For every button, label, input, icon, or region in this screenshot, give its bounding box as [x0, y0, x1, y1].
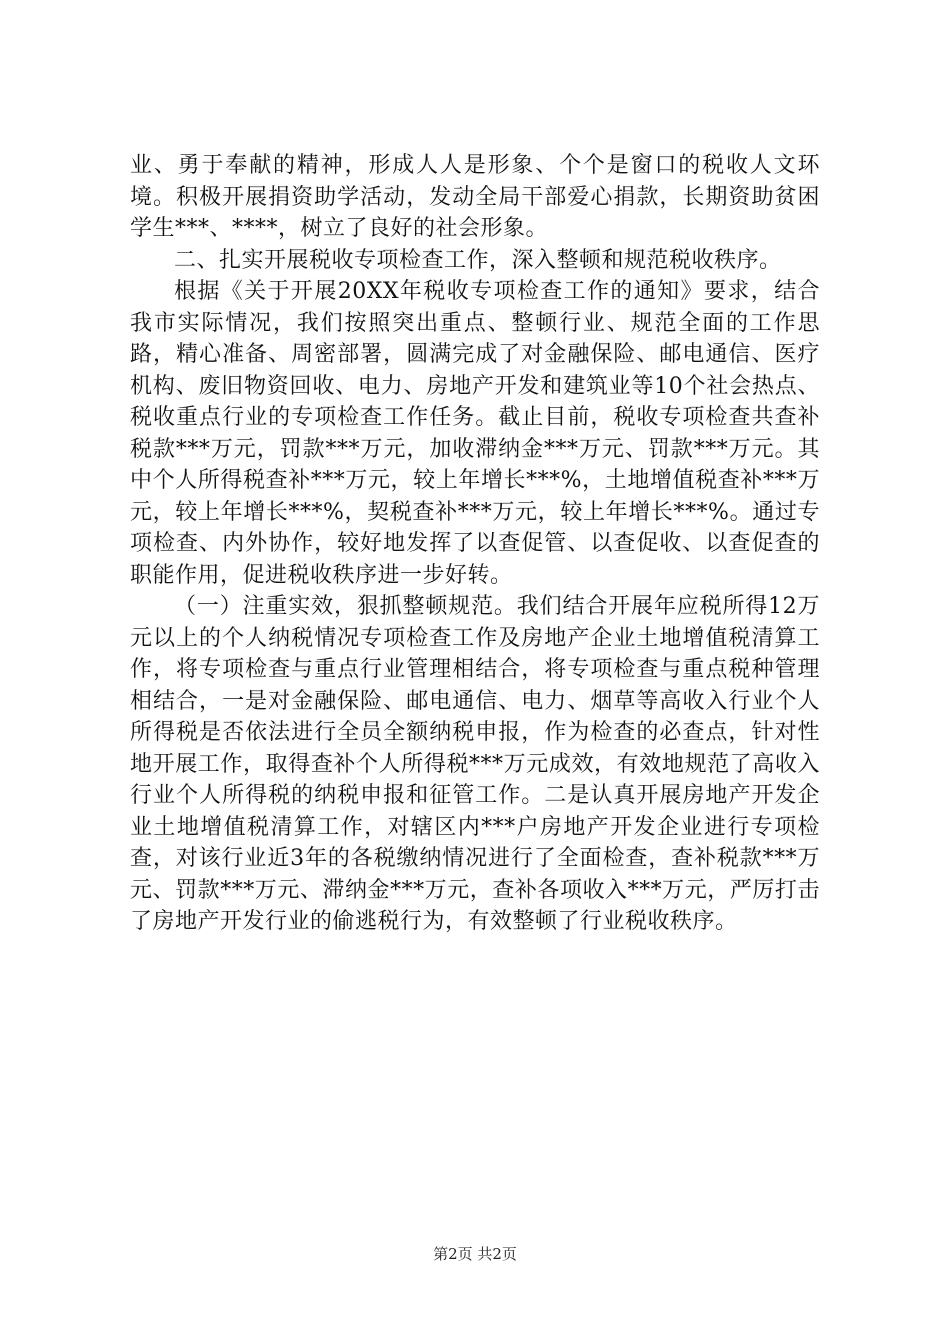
page-number-footer: 第2页 共2页	[433, 1245, 517, 1263]
paragraph-4: （一）注重实效，狠抓整顿规范。我们结合开展年应税所得12万元以上的个人纳税情况专项检查工作及房地产企业土地增值税清算工作，将专项检查与重点行业管理相结合，将专项检查与重点税种管理相结合，一是对金融保险、邮电通信、电力、烟草等高收入行业个人所得税是否依法进行全员全额纳税申报，作为检查的必查点，针对性地开展工作，取得查补个人所得税***万元成效，有效地规范了高收入行业个人所得税的纳税申报和征管工作。二是认真开展房地产开发企业土地增值税清算工作，对辖区内***户房地产开发企业进行专项检查，对该行业近3年的各税缴纳情况进行了全面检查，查补税款***万元、罚款***万元、滞纳金***万元，查补各项收入***万元，严厉打击了房地产开发行业的偷逃税行为，有效整顿了行业税收秩序。	[130, 594, 820, 934]
document-body	[130, 150, 820, 938]
paragraph-1: 业、勇于奉献的精神，形成人人是形象、个个是窗口的税收人文环境。积极开展捐资助学活动，发动全局干部爱心捐款，长期资助贫困学生***、****，树立了良好的社会形象。	[130, 153, 820, 241]
paragraph-2-heading: 二、扎实开展税收专项检查工作，深入整顿和规范税收秩序。	[174, 247, 782, 273]
paragraph-3: 根据《关于开展20XX年税收专项检查工作的通知》要求，结合我市实际情况，我们按照突出重点、整顿行业、规范全面的工作思路，精心准备、周密部署，圆满完成了对金融保险、邮电通信、医疗机构、废旧物资回收、电力、房地产开发和建筑业等10个社会热点、税收重点行业的专项检查工作任务。截止目前，税收专项检查共查补税款***万元，罚款***万元，加收滞纳金***万元、罚款***万元。其中个人所得税查补***万元，较上年增长***%，土地增值税查补***万元，较上年增长***%，契税查补***万元，较上年增长***%。通过专项检查、内外协作，较好地发挥了以查促管、以查促收、以查促查的职能作用，促进税收秩序进一步好转。	[130, 279, 820, 588]
